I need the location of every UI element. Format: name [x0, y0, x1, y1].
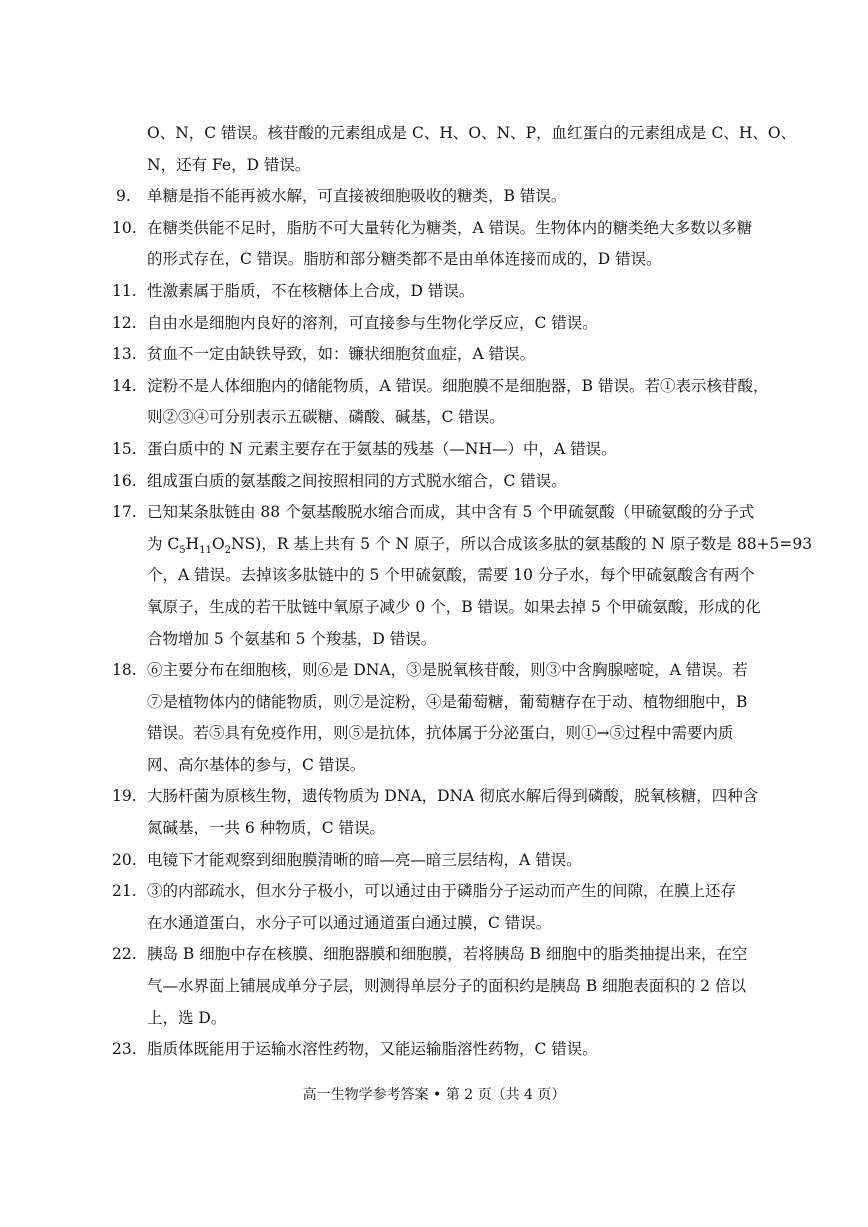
text-line: O、N，C 错误。核苷酸的元素组成是 C、H、O、N、P，血红蛋白的元素组成是 C、H、O、 [147, 124, 797, 142]
continued-explanation [112, 118, 797, 181]
item-number: 13. [112, 345, 137, 364]
text-line: ⑦是植物体内的储能物质，则⑦是淀粉，④是葡萄糖，葡萄糖存在于动、植物细胞中，B [147, 692, 748, 711]
text-line: 的形式存在，C 错误。脂肪和部分糖类都不是由单体连接而成的，D 错误。 [147, 250, 662, 269]
formula-text: NS)，R 基上共有 5 个 N 原子，所以合成该多肽的氨基酸的 N 原子数是 88+5=93 [231, 534, 813, 553]
formula-subscript: 11 [199, 544, 212, 556]
text-line: 合物增加 5 个氨基和 5 个羧基，D 错误。 [147, 629, 437, 648]
explanation-item [112, 781, 759, 844]
text-line: 大肠杆菌为原核生物，遗传物质为 DNA，DNA 彻底水解后得到磷酸，脱氧核糖，四种含 [147, 787, 759, 806]
text-line: 已知某条肽链由 88 个氨基酸脱水缩合而成，其中含有 5 个甲硫氨酸（甲硫氨酸的分子式 [147, 503, 755, 522]
text-line: 氮碱基，一共 6 种物质，C 错误。 [147, 819, 386, 838]
text-line: 脂质体既能用于运输水溶性药物，又能运输脂溶性药物，C 错误。 [147, 1040, 598, 1059]
text-line: ⑥主要分布在细胞核，则⑥是 DNA，③是脱氧核苷酸，则③中含胸腺嘧啶，A 错误。若 [147, 661, 748, 680]
item-number: 21. [112, 882, 137, 901]
text-line: 电镜下才能观察到细胞膜清晰的暗—亮—暗三层结构，A 错误。 [147, 850, 582, 869]
formula-subscript: 5 [179, 544, 186, 556]
explanation-item [112, 876, 752, 939]
item-number: 20. [112, 850, 137, 869]
formula-text: 为 C [147, 534, 180, 553]
explanation-item [112, 434, 752, 466]
explanation-item [112, 213, 752, 276]
item-number: 15. [112, 439, 137, 458]
explanation-item [112, 276, 752, 308]
text-line: 氧原子，生成的若干肽链中氧原子减少 0 个，B 错误。如果去掉 5 个甲硫氨酸，形成的化 [147, 597, 761, 616]
text-line: 个，A 错误。去掉该多肽链中的 5 个甲硫氨酸，需要 10 分子水，每个甲硫氨酸含有两个 [147, 566, 755, 585]
text-line: 蛋白质中的 N 元素主要存在于氨基的残基（—NH—）中，A 错误。 [147, 439, 617, 458]
text-line: ③的内部疏水，但水分子极小，可以通过由于磷脂分子运动而产生的间隙，在膜上还存 [147, 882, 737, 901]
answer-explanations [112, 118, 813, 1066]
item-number: 12. [112, 313, 137, 332]
explanation-item [112, 655, 752, 781]
formula-subscript: 2 [224, 544, 232, 556]
text-line: 在水通道蛋白，水分子可以通过通道蛋白通过膜，C 错误。 [147, 913, 552, 932]
text-line: 性激素属于脂质，不在核糖体上合成，D 错误。 [147, 281, 475, 300]
text-line: N，还有 Fe，D 错误。 [147, 155, 311, 174]
item-number: 18. [112, 661, 137, 680]
explanation-item [112, 466, 752, 498]
explanation-item [112, 308, 752, 340]
text-line: 组成蛋白质的氨基酸之间按照相同的方式脱水缩合，C 错误。 [147, 471, 567, 490]
text-line: 在糖类供能不足时，脂肪不可大量转化为糖类，A 错误。生物体内的糖类绝大多数以多糖 [147, 218, 753, 237]
text-line: 气—水界面上铺展成单分子层，则测得单层分子的面积约是胰岛 B 细胞表面积的 2 倍以 [147, 977, 746, 996]
explanation-item [112, 497, 813, 655]
explanation-item [112, 845, 752, 877]
text-line: 自由水是细胞内良好的溶剂，可直接参与生物化学反应，C 错误。 [147, 313, 598, 332]
formula-text: O [211, 534, 225, 553]
item-number: 19. [112, 787, 137, 806]
explanation-list [112, 181, 813, 1066]
formula-line [147, 529, 813, 561]
text-line: 贫血不一定由缺铁导致，如：镰状细胞贫血症，A 错误。 [147, 345, 536, 364]
item-number: 16. [112, 471, 137, 490]
page-footer: 高一生物学参考答案 • 第 2 页（共 4 页） [302, 1087, 566, 1103]
explanation-item [112, 371, 769, 434]
text-line: 单糖是指不能再被水解，可直接被细胞吸收的糖类，B 错误。 [147, 187, 567, 206]
item-number: 23. [112, 1040, 137, 1059]
item-number: 11. [112, 281, 137, 300]
text-line: 网、高尔基体的参与，C 错误。 [147, 755, 366, 774]
text-line: 上，选 D。 [147, 1008, 227, 1027]
item-number: 22. [112, 945, 137, 964]
formula-text: H [185, 534, 200, 553]
explanation-item [112, 181, 752, 213]
item-number: 14. [112, 376, 137, 395]
item-number: 10. [112, 218, 137, 237]
text-line: 错误。若⑤具有免疫作用，则⑤是抗体，抗体属于分泌蛋白，则①→⑤过程中需要内质 [147, 724, 734, 743]
explanation-item [112, 1034, 752, 1066]
text-line: 则②③④可分别表示五碳糖、磷酸、碱基，C 错误。 [147, 408, 505, 427]
explanation-item [112, 339, 752, 371]
text-line: 胰岛 B 细胞中存在核膜、细胞器膜和细胞膜，若将胰岛 B 细胞中的脂类抽提出来，在空 [147, 945, 748, 964]
item-number: 9. [116, 187, 131, 206]
text-line: 淀粉不是人体细胞内的储能物质，A 错误。细胞膜不是细胞器，B 错误。若①表示核苷酸， [147, 376, 769, 395]
item-number: 17. [112, 503, 137, 522]
explanation-item [112, 939, 752, 1034]
